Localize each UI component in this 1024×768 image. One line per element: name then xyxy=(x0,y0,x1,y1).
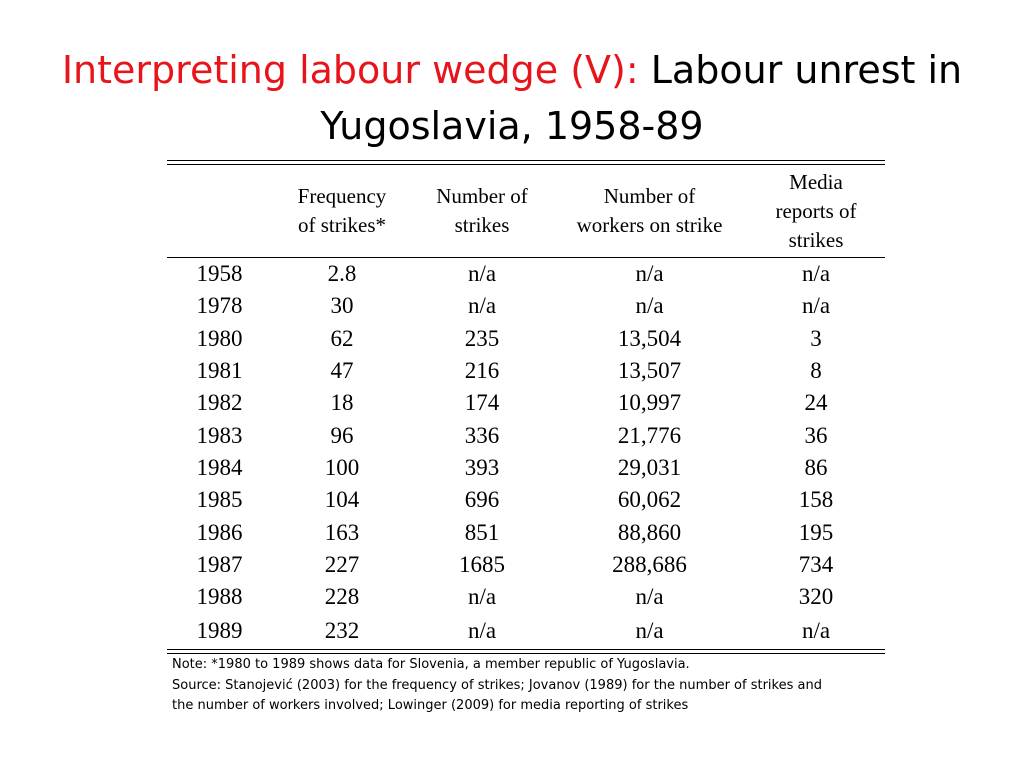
year-cell: 1986 xyxy=(196,519,243,545)
workers-cell: n/a xyxy=(635,618,664,644)
table-row xyxy=(167,387,885,419)
table-body xyxy=(167,258,885,649)
frequency-cell: 2.8 xyxy=(327,261,357,287)
strikes-cell: n/a xyxy=(467,584,497,610)
strikes-cell: 696 xyxy=(464,487,500,513)
year-cell: 1981 xyxy=(196,358,243,384)
strikes-cell: 1685 xyxy=(459,551,505,577)
media-cell: 158 xyxy=(798,487,834,513)
title-highlight: Interpreting labour wedge (V): xyxy=(61,48,639,92)
header-cell-frequency: Frequency of strikes* xyxy=(297,184,387,237)
year-cell: 1978 xyxy=(196,293,243,319)
frequency-cell: 228 xyxy=(324,584,360,610)
workers-cell: n/a xyxy=(635,293,664,319)
table-row xyxy=(167,290,885,322)
frequency-cell: 18 xyxy=(330,390,354,416)
media-cell: n/a xyxy=(801,293,831,319)
year-cell: 1989 xyxy=(196,618,243,644)
header-cell-number-of-strikes: Number of strikes xyxy=(436,184,528,237)
year-cell: 1980 xyxy=(196,325,243,351)
strikes-cell: n/a xyxy=(467,261,497,287)
media-cell: n/a xyxy=(801,261,831,287)
table-row xyxy=(167,484,885,516)
header-cell-media-reports: Media reports of strikes xyxy=(775,169,857,252)
table-row xyxy=(167,419,885,451)
table-row xyxy=(167,258,885,290)
frequency-cell: 62 xyxy=(330,325,354,351)
title-main: Labour unrest in Yugoslavia, 1958-89 xyxy=(320,48,963,148)
workers-cell: n/a xyxy=(635,261,664,287)
strikes-cell: 235 xyxy=(464,325,500,351)
year-cell: 1988 xyxy=(196,584,243,610)
frequency-cell: 96 xyxy=(330,422,354,448)
table-row xyxy=(167,516,885,548)
strikes-cell: 174 xyxy=(464,390,500,416)
table-row xyxy=(167,613,885,649)
frequency-cell: 232 xyxy=(324,618,360,644)
table-row xyxy=(167,581,885,613)
workers-cell: 288,686 xyxy=(612,551,687,577)
media-cell: 8 xyxy=(810,358,822,384)
strikes-cell: 216 xyxy=(464,358,500,384)
media-cell: 86 xyxy=(804,454,828,480)
frequency-cell: 100 xyxy=(324,454,360,480)
media-cell: n/a xyxy=(801,618,831,644)
workers-cell: 10,997 xyxy=(617,390,682,416)
workers-cell: 21,776 xyxy=(617,422,682,448)
year-cell: 1982 xyxy=(196,390,243,416)
workers-cell: 13,504 xyxy=(617,325,682,351)
frequency-cell: 163 xyxy=(324,519,360,545)
workers-cell: n/a xyxy=(635,584,664,610)
table-row xyxy=(167,323,885,355)
strikes-cell: n/a xyxy=(467,618,497,644)
table-header xyxy=(167,165,885,258)
year-cell: 1958 xyxy=(196,261,243,287)
year-cell: 1984 xyxy=(196,454,243,480)
media-cell: 24 xyxy=(804,390,828,416)
media-cell: 3 xyxy=(810,325,822,351)
frequency-cell: 227 xyxy=(324,551,360,577)
workers-cell: 29,031 xyxy=(617,454,682,480)
workers-cell: 13,507 xyxy=(617,358,682,384)
year-cell: 1985 xyxy=(196,487,243,513)
strikes-cell: 393 xyxy=(464,454,500,480)
frequency-cell: 30 xyxy=(330,293,354,319)
note-line: Note: *1980 to 1989 shows data for Slovenia, a member republic of Yugoslavia. xyxy=(172,657,690,672)
header-cell-workers-on-strike: Number of workers on strike xyxy=(576,184,723,237)
media-cell: 36 xyxy=(804,422,828,448)
strikes-cell: n/a xyxy=(467,293,497,319)
media-cell: 320 xyxy=(798,584,834,610)
source-line: Source: Stanojević (2003) for the frequency of strikes; Jovanov (1989) for the number of strikes and xyxy=(172,677,822,693)
table-row xyxy=(167,355,885,387)
strikes-table xyxy=(167,160,885,654)
table-row xyxy=(167,549,885,581)
slide-title xyxy=(40,42,984,154)
frequency-cell: 104 xyxy=(324,487,360,513)
workers-cell: 88,860 xyxy=(617,519,682,545)
workers-cell: 60,062 xyxy=(617,487,682,513)
strikes-cell: 851 xyxy=(464,519,500,545)
footnotes xyxy=(172,655,892,717)
media-cell: 195 xyxy=(798,519,834,545)
table-row xyxy=(167,452,885,484)
year-cell: 1987 xyxy=(196,551,243,577)
source-line-continued: the number of workers involved; Lowinger (2009) for media reporting of strikes xyxy=(172,698,689,713)
year-cell: 1983 xyxy=(196,422,243,448)
frequency-cell: 47 xyxy=(330,358,354,384)
strikes-cell: 336 xyxy=(464,422,500,448)
table-bottom-rule xyxy=(167,649,885,654)
media-cell: 734 xyxy=(798,551,834,577)
